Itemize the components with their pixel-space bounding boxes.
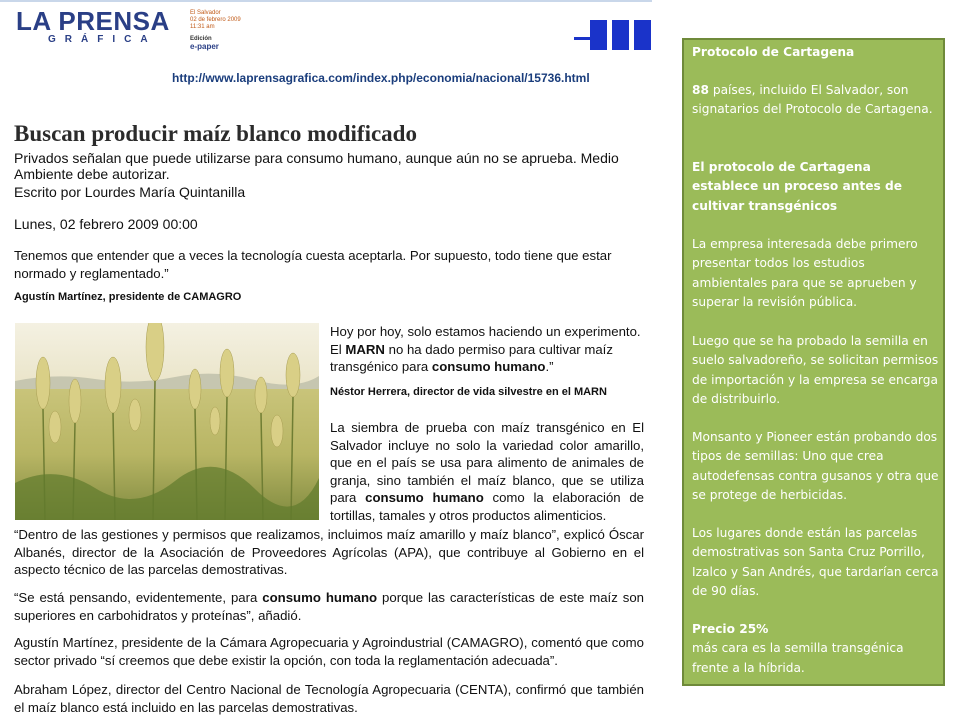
crop-field-photo bbox=[15, 323, 319, 520]
sidebar-title: Protocolo de Cartagena bbox=[692, 45, 855, 59]
sidebar-paragraph: La empresa interesada debe primero presentar todos los estudios ambientales para que se aprueben y superar la revisión pública. bbox=[692, 237, 918, 310]
quote-martinez-attribution: Agustín Martínez, presidente de CAMAGRO bbox=[14, 291, 242, 303]
sidebar-paragraph: Luego que se ha probado la semilla en suelo salvadoreño, se solicitan permisos de importación y la empresa se encarga de distribuirlo. bbox=[692, 334, 939, 407]
paragraph-emphasis: consumo humano bbox=[365, 490, 484, 505]
article-subtitle: Privados señalan que puede utilizarse para consumo humano, aunque aún no se aprueba. Medio Ambiente debe autorizar. bbox=[14, 150, 619, 182]
quote-herrera-emphasis: MARN bbox=[345, 341, 385, 357]
quote-herrera-part: .” bbox=[545, 359, 554, 374]
quote-herrera-attribution: Néstor Herrera, director de vida silvestre en el MARN bbox=[330, 386, 607, 398]
edition-country: El Salvador bbox=[190, 10, 221, 16]
logo-bar bbox=[590, 20, 607, 50]
paragraph-part: “Se está pensando, evidentemente, para bbox=[14, 590, 263, 605]
article-byline: Escrito por Lourdes María Quintanilla bbox=[14, 184, 246, 200]
edition-date: 02 de febrero 2009 bbox=[190, 17, 241, 23]
article-date: Lunes, 02 febrero 2009 00:00 bbox=[14, 216, 198, 232]
article-paragraph bbox=[330, 419, 644, 524]
crop-field-image bbox=[15, 323, 319, 520]
logo-bar bbox=[612, 20, 629, 50]
source-url: http://www.laprensagrafica.com/index.php/economia/nacional/15736.html bbox=[172, 71, 590, 85]
article-title: Buscan producir maíz blanco modificado bbox=[14, 121, 417, 146]
article-paragraph: Abraham López, director del Centro Nacional de Tecnología Agropecuaria (CENTA), confirmó que también el maíz blanco está incluido en las parcelas demostrativas. bbox=[14, 682, 644, 715]
article-paragraph: “Dentro de las gestiones y permisos que realizamos, incluimos maíz amarillo y maíz blanco”, explicó Óscar Albanés, director de la Asociación de Proveedores Agrícolas (APA), que contribuye al Gobierno en el aspecto técnico de las parcelas demostrativas. bbox=[14, 527, 644, 577]
logo-bar bbox=[634, 20, 651, 50]
paragraph-part: como la elaboración de tortillas, tamales y otros productos alimenticios. bbox=[330, 490, 644, 523]
quote-herrera-part: Hoy por hoy, solo estamos haciendo un experimento. El bbox=[330, 324, 641, 357]
edition-label: Edición bbox=[190, 36, 212, 42]
quote-herrera bbox=[330, 323, 650, 376]
quote-martinez: Tenemos que entender que a veces la tecnología cuesta aceptarla. Por supuesto, todo tiene que estar normado y reglamentado.” bbox=[14, 248, 612, 281]
sidebar-count: 88 bbox=[692, 83, 709, 97]
paragraph-part: porque las características de este maíz son superiores en carbohidratos y proteínas”, añadió. bbox=[14, 590, 645, 623]
sidebar-paragraph: Monsanto y Pioneer están probando dos tipos de semillas: Uno que crea autodefensas contra gusanos y otra que se protege de herbicidas. bbox=[692, 430, 939, 503]
newspaper-name: LA PRENSA bbox=[16, 6, 170, 36]
sidebar-heading: El protocolo de Cartagena establece un proceso antes de cultivar transgénicos bbox=[692, 160, 903, 213]
newspaper-subname: GRÁFICA bbox=[48, 34, 157, 45]
paragraph-emphasis: consumo humano bbox=[262, 590, 378, 605]
quote-herrera-emphasis: consumo humano bbox=[431, 359, 546, 374]
sidebar-paragraph bbox=[692, 81, 940, 120]
edition-info bbox=[190, 10, 241, 31]
bars-logo-icon bbox=[570, 18, 650, 52]
logo-dash bbox=[574, 37, 590, 40]
sidebar-price bbox=[692, 620, 940, 678]
sidebar-paragraph: Los lugares donde están las parcelas demostrativas son Santa Cruz Porrillo, Izalco y San Andrés, que tardarían cerca de 90 días. bbox=[692, 526, 939, 599]
article-paragraph: Agustín Martínez, presidente de la Cámara Agropecuaria y Agroindustrial (CAMAGRO), comentó que como sector privado “sí creemos que debe existir la opción, con toda la reglamentación adecuada”. bbox=[14, 635, 644, 668]
sidebar-panel bbox=[682, 38, 945, 686]
sidebar-price-label: Precio 25% bbox=[692, 622, 769, 636]
sidebar-count-text: países, incluido El Salvador, son signatarios del Protocolo de Cartagena. bbox=[692, 83, 933, 117]
article-paragraph bbox=[14, 589, 644, 624]
edition-time: 11:31 am bbox=[190, 24, 215, 30]
quote-herrera-part: no ha dado permiso para cultivar maíz transgénico para bbox=[330, 341, 613, 374]
sidebar-price-text: más cara es la semilla transgénica frente a la híbrida. bbox=[692, 641, 904, 675]
top-rule bbox=[0, 0, 652, 2]
newspaper-masthead bbox=[14, 4, 246, 52]
paragraph-part: La siembra de prueba con maíz transgénico en El Salvador incluye no solo la variedad color amarillo, que en el país se usa para alimento de animales de granja, sino también el maíz blanco, que se utiliza para bbox=[330, 420, 644, 505]
edition-epaper: e-paper bbox=[190, 42, 219, 51]
